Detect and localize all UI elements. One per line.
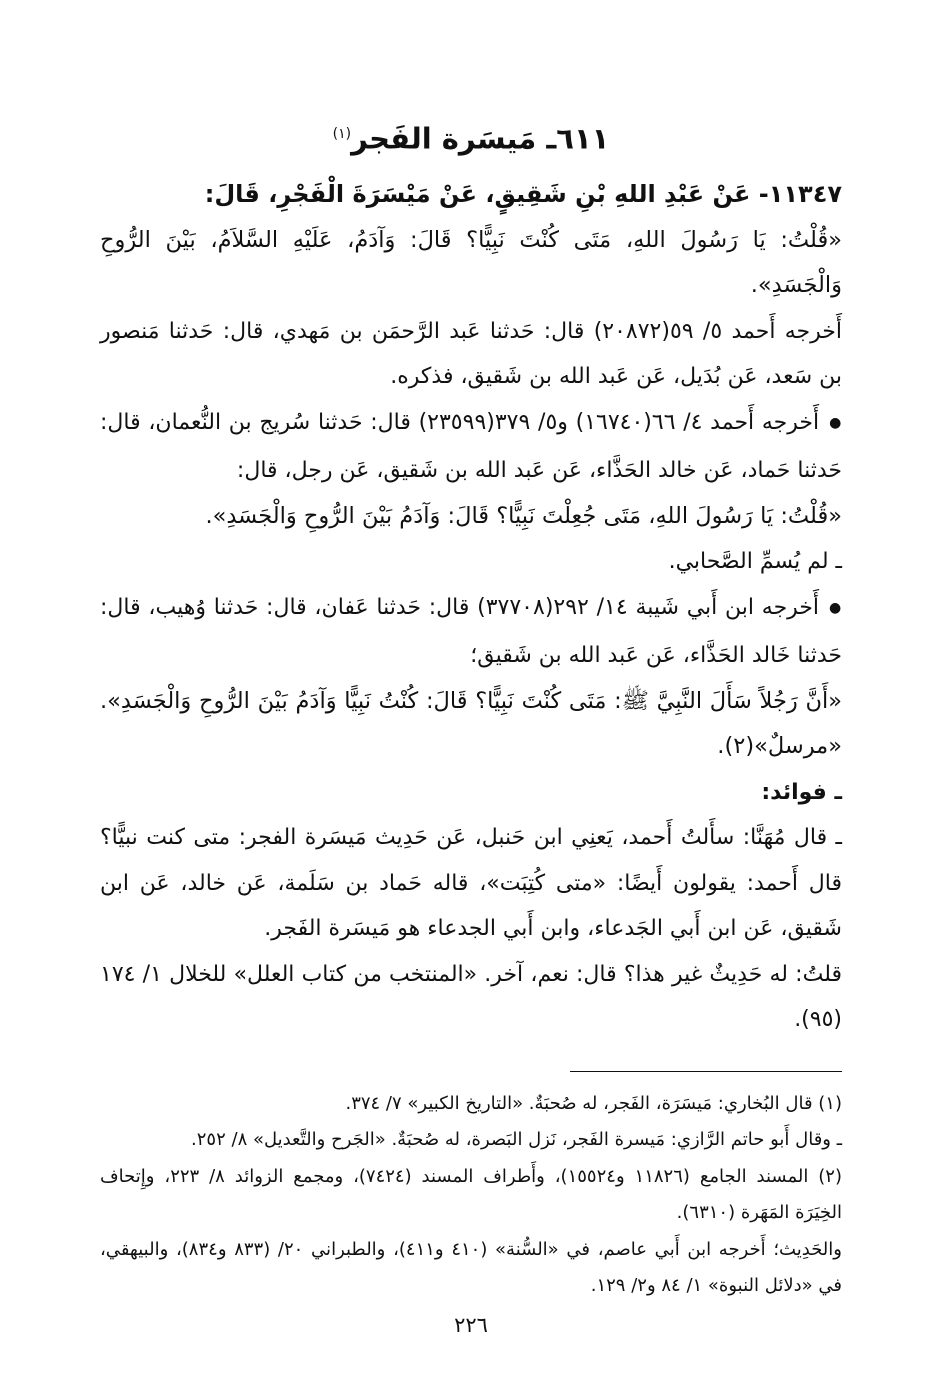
footnote-2b: والحَدِيث؛ أَخرجه ابن أَبي عاصم، في «السُّنة» (٤١٠ و٤١١)، والطبراني ٢٠/ (٨٣٣ و٨٣٤)، والبيهقي، في «دلائل النبوة» ١/ ٨٤ و٢/ ١٢٩.: [100, 1238, 842, 1296]
footnote-1a: (١) قال البُخاري: مَيسَرَة، الفَجر، له صُحبَةٌ. «التاريخ الكبير» ٧/ ٣٧٤.: [345, 1092, 842, 1114]
page: [100, 100, 842, 1337]
chapter-footnote-mark: (١): [332, 126, 352, 142]
takhrij-paragraph-2-text: أَخرجه أَحمد ٤/ ٦٦(١٦٧٤٠) و٥/ ٣٧٩(٢٣٥٩٩) قال: حَدثنا سُريج بن النُّعمان، قال: حَدثنا حَماد، عَن خالد الحَذَّاء، عَن عَبد الله بن شَقيق، عَن رجل، قال:: [100, 409, 842, 483]
fawaid-paragraph-2: قلتُ: له حَدِيثٌ غير هذا؟ قال: نعم، آخر. «المنتخب من كتاب العلل» للخلال ١/ ١٧٤ (٩٥).: [100, 961, 842, 1032]
fawaid-heading: ـ فوائد:: [761, 779, 842, 805]
takhrij-paragraph-3: [100, 585, 842, 679]
hadith-quote-3: «أَنَّ رَجُلاً سَأَلَ النَّبِيَّ ﷺ: مَتَى كُنْتَ نَبِيًّا؟ قَالَ: كُنْتُ نَبِيًّا وَآدَمُ بَيْنَ الرُّوحِ وَالْجَسَدِ». «مرسلٌ»(٢).: [100, 687, 842, 759]
chapter-title: [100, 114, 842, 154]
page-number: ٢٢٦: [454, 1312, 488, 1337]
takhrij-paragraph-2: [100, 400, 842, 494]
fawaid-paragraph-1: ـ قال مُهَنَّا: سأَلتُ أَحمد، يَعنِي ابن حَنبل، عَن حَدِيث مَيسَرة الفجر: متى كنت نبيًّا؟ قال أَحمد: يقولون أَيضًا: «متى كُتِبَت»، قاله حَماد بن سَلَمة، عَن خالد، عَن ابن شَقيق، عَن ابن أَبي الجَدعاء، وابن أَبي الجدعاء هو مَيسَرة الفَجر.: [100, 825, 842, 941]
bullet-icon: [819, 593, 842, 618]
bullet-icon: [819, 408, 842, 433]
takhrij-paragraph-3-text: أَخرجه ابن أَبي شَيبة ١٤/ ٢٩٢(٣٧٧٠٨) قال: حَدثنا عَفان، قال: حَدثنا وُهيب، قال: حَدثنا خَالد الحَذَّاء، عَن عَبد الله بن شَقيق؛: [100, 594, 842, 668]
hadith-heading: ١١٣٤٧- عَنْ عَبْدِ اللهِ بْنِ شَقِيقٍ، عَنْ مَيْسَرَةَ الْفَجْرِ، قَالَ:: [204, 180, 842, 208]
footnote-1b: ـ وقال أَبو حاتم الرَّازي: مَيسرة الفَجر، نَزل البَصرة، له صُحبَةٌ. «الجَرح والتَّعديل» ٨/ ٢٥٢.: [191, 1129, 842, 1150]
companion-note: ـ لم يُسمِّ الصَّحابي.: [668, 549, 842, 574]
takhrij-paragraph-1: أَخرجه أَحمد ٥/ ٥٩(٢٠٨٧٢) قال: حَدثنا عَبد الرَّحمَن بن مَهدي، قال: حَدثنا مَنصور بن سَعد، عَن بُدَيل، عَن عَبد الله بن شَقيق، فذكره.: [100, 318, 842, 389]
hadith-text: «قُلْتُ: يَا رَسُولَ اللهِ، مَتَى كُنْتَ نَبِيًّا؟ قَالَ: وَآدَمُ، عَلَيْهِ السَّلاَمُ، بَيْنَ الرُّوحِ وَالْجَسَدِ».: [100, 226, 842, 298]
footnote-divider: [570, 1071, 842, 1072]
chapter-title-text: ٦١١ـ مَيسَرة الفَجر: [351, 121, 610, 156]
hadith-quote-2: «قُلْتُ: يَا رَسُولَ اللهِ، مَتَى جُعِلْتَ نَبِيًّا؟ قَالَ: وَآدَمُ بَيْنَ الرُّوحِ وَالْجَسَدِ».: [205, 502, 842, 529]
footnote-2a: (٢) المسند الجامع (١١٨٢٦ و١٥٥٢٤)، وأَطراف المسند (٧٤٢٤)، ومجمع الزوائد ٨/ ٢٢٣، وإِتحاف الخِيَرَة المَهَرة (٦٣١٠).: [100, 1165, 842, 1223]
